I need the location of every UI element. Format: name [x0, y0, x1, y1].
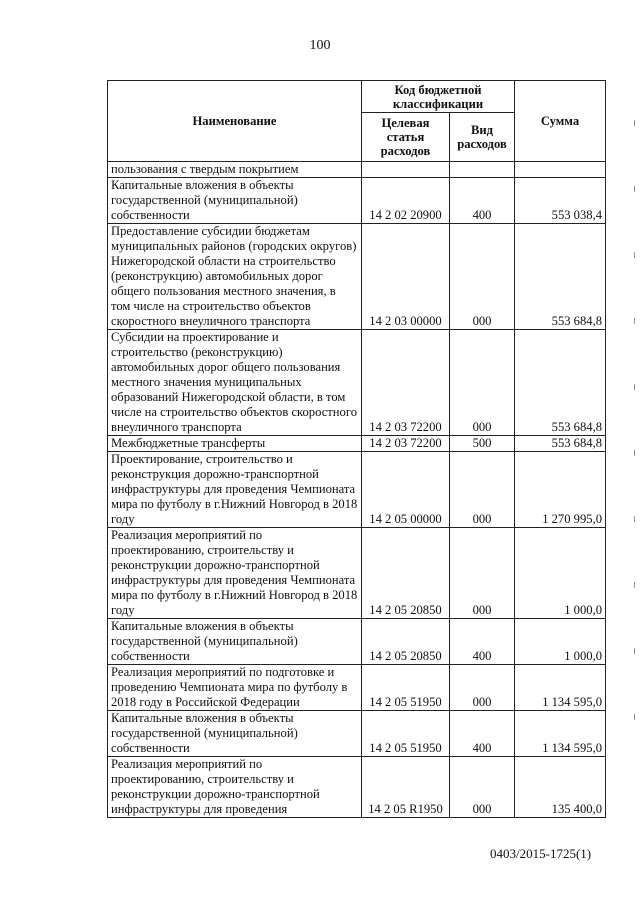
- row-sum-cell: [515, 162, 606, 178]
- table-row: [108, 665, 606, 711]
- table-row: [108, 162, 606, 178]
- row-target-article-cell: 14 2 05 51950: [362, 711, 450, 757]
- row-expense-type-cell: [450, 162, 515, 178]
- row-target-article-cell: 14 2 03 72200: [362, 330, 450, 436]
- row-target-article-cell: 14 2 03 72200: [362, 436, 450, 452]
- row-name-cell: Субсидии на проектирование и строительство (реконструкцию) автомобильных дорог общего пользования местного значения муниципальных образований Нижегородской области, в том числе на строительство объектов скоростного внеуличного транспорта: [108, 330, 362, 436]
- row-sum-cell: 553 684,8: [515, 330, 606, 436]
- row-expense-type-cell: 400: [450, 711, 515, 757]
- row-expense-type-cell: 000: [450, 330, 515, 436]
- row-expense-type-cell: 000: [450, 452, 515, 528]
- row-sum-cell: 553 684,8: [515, 224, 606, 330]
- row-name-cell: Реализация мероприятий по подготовке и проведению Чемпионата мира по футболу в 2018 году в Российской Федерации: [108, 665, 362, 711]
- row-name-cell: Межбюджетные трансферты: [108, 436, 362, 452]
- table-row: [108, 619, 606, 665]
- row-name-cell: Реализация мероприятий по проектированию, строительству и реконструкции дорожно-транспортной инфраструктуры для проведения Чемпионата мира по футболу в г.Нижний Новгород в 2018 году: [108, 528, 362, 619]
- row-expense-type-cell: 000: [450, 224, 515, 330]
- row-sum-cell: 135 400,0: [515, 757, 606, 818]
- row-sum-cell: 553 038,4: [515, 178, 606, 224]
- row-sum-cell: 1 000,0: [515, 528, 606, 619]
- header-target-article: Целевая статья расходов: [362, 113, 450, 162]
- row-expense-type-cell: 000: [450, 757, 515, 818]
- row-expense-type-cell: 000: [450, 665, 515, 711]
- table-row: [108, 711, 606, 757]
- row-name-cell: Предоставление субсидии бюджетам муниципальных районов (городских округов) Нижегородской области на строительство (реконструкцию) автомобильных дорог общего пользования местного значения, в том числе на строительство объектов скоростного внеуличного транспорта: [108, 224, 362, 330]
- row-sum-cell: 1 134 595,0: [515, 711, 606, 757]
- table-row: [108, 528, 606, 619]
- row-expense-type-cell: 400: [450, 619, 515, 665]
- table-row: [108, 224, 606, 330]
- row-name-cell: Капитальные вложения в объекты государственной (муниципальной) собственности: [108, 619, 362, 665]
- row-sum-cell: 553 684,8: [515, 436, 606, 452]
- row-sum-cell: 1 000,0: [515, 619, 606, 665]
- row-name-cell: Проектирование, строительство и реконструкция дорожно-транспортной инфраструктуры для проведения Чемпионата мира по футболу в г.Нижний Новгород в 2018 году: [108, 452, 362, 528]
- table-row: [108, 436, 606, 452]
- row-name-cell: Капитальные вложения в объекты государственной (муниципальной) собственности: [108, 711, 362, 757]
- row-target-article-cell: 14 2 02 20900: [362, 178, 450, 224]
- row-name-cell: Реализация мероприятий по проектированию, строительству и реконструкции дорожно-транспортной инфраструктуры для проведения: [108, 757, 362, 818]
- header-classification: Код бюджетной классификации: [362, 81, 515, 113]
- budget-table: [107, 80, 606, 818]
- row-target-article-cell: 14 2 05 R1950: [362, 757, 450, 818]
- header-sum: Сумма: [515, 81, 606, 162]
- table-row: [108, 757, 606, 818]
- row-name-cell: Капитальные вложения в объекты государственной (муниципальной) собственности: [108, 178, 362, 224]
- row-target-article-cell: 14 2 05 51950: [362, 665, 450, 711]
- header-expense-type: Вид расходов: [450, 113, 515, 162]
- row-sum-cell: 1 134 595,0: [515, 665, 606, 711]
- row-target-article-cell: [362, 162, 450, 178]
- table-row: [108, 330, 606, 436]
- document-code: 0403/2015-1725(1): [490, 846, 592, 861]
- row-sum-cell: 1 270 995,0: [515, 452, 606, 528]
- row-expense-type-cell: 500: [450, 436, 515, 452]
- row-expense-type-cell: 400: [450, 178, 515, 224]
- header-name: Наименование: [108, 81, 362, 162]
- row-name-cell: пользования с твердым покрытием: [108, 162, 362, 178]
- row-target-article-cell: 14 2 05 00000: [362, 452, 450, 528]
- row-expense-type-cell: 000: [450, 528, 515, 619]
- table-row: [108, 452, 606, 528]
- page-number: 100: [309, 38, 331, 53]
- table-row: [108, 178, 606, 224]
- row-target-article-cell: 14 2 03 00000: [362, 224, 450, 330]
- row-target-article-cell: 14 2 05 20850: [362, 619, 450, 665]
- row-target-article-cell: 14 2 05 20850: [362, 528, 450, 619]
- scan-edge-marks: [634, 120, 638, 780]
